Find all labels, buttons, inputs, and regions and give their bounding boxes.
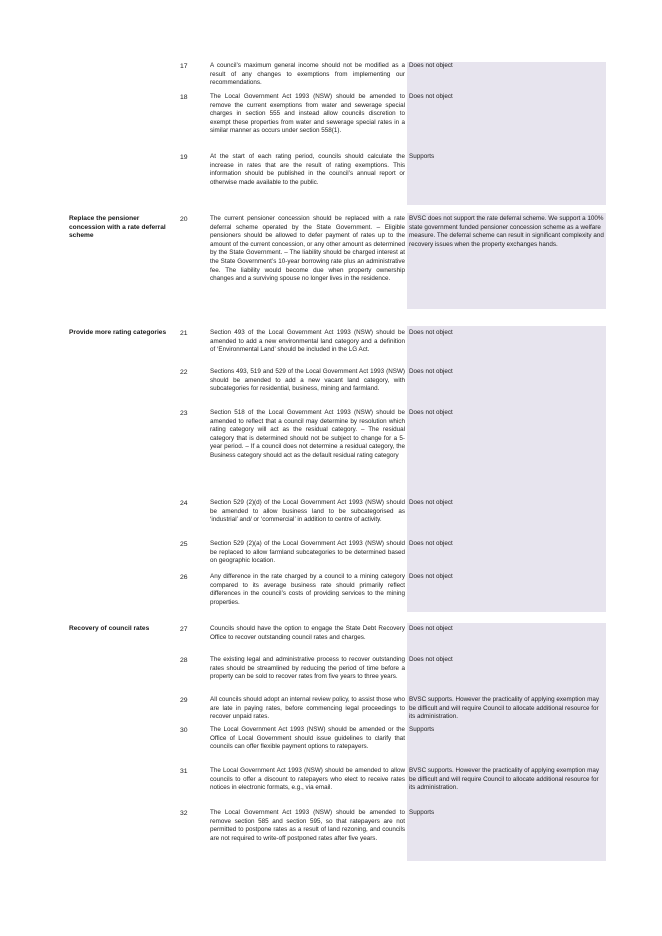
council-response: Does not object xyxy=(409,499,453,506)
recommendation-number: 23 xyxy=(180,410,188,417)
council-response: BVSC does not support the rate deferral scheme. We support a 100% state government funded pensioner concession scheme as a welfare measure. The deferral scheme can result in significant complexity and recovery issues when the property exchanges hands. xyxy=(409,215,604,248)
council-response: Supports xyxy=(409,809,435,816)
recommendation-number: 20 xyxy=(180,216,188,223)
recommendation-text: The existing legal and administrative process to recover outstanding rates should be streamlined by reducing the period of time before a property can be sold to recover rates from five years to three years. xyxy=(210,656,405,681)
recommendation-text: Section 529 (2)(d) of the Local Government Act 1993 (NSW) should be amended to allow business land to be subcategorised as ‘industrial’ and/ or ‘commercial’ in addition to centre of activity. xyxy=(210,499,405,524)
council-response: Does not object xyxy=(409,625,453,632)
section-topic: Replace the pensioner concession with a rate deferral scheme xyxy=(69,215,166,240)
council-response: Does not object xyxy=(409,368,453,375)
council-response: Does not object xyxy=(409,62,453,69)
council-response: Does not object xyxy=(409,540,453,547)
council-response: Does not object xyxy=(409,329,453,336)
section-topic: Provide more rating categories xyxy=(69,329,167,336)
recommendation-text: At the start of each rating period, councils should calculate the increase in rates that are the result of rating exemptions. This information should be published in the council’s annual report or otherwise made available to the public. xyxy=(210,153,405,186)
council-response: Does not object xyxy=(409,409,453,416)
council-response: BVSC supports. However the practicality of applying exemption may be difficult and will require Council to allocate additional resource for its administration. xyxy=(409,767,600,792)
recommendation-number: 31 xyxy=(180,768,188,775)
recommendation-text: Section 529 (2)(a) of the Local Government Act 1993 (NSW) should be replaced to allow farmland subcategories to be determined based on geographic location. xyxy=(210,540,405,565)
recommendation-text: Any difference in the rate charged by a council to a mining category compared to its average business rate should primarily reflect differences in the council’s costs of providing services to the mining properties. xyxy=(210,573,405,606)
council-response: BVSC supports. However the practicality of applying exemption may be difficult and will require Council to allocate additional resource for its administration. xyxy=(409,696,600,721)
council-response: Supports xyxy=(409,153,435,160)
section-topic: Recovery of council rates xyxy=(69,625,150,632)
recommendation-text: The Local Government Act 1993 (NSW) should be amended or the Office of Local Government should issue guidelines to clarify that councils can offer flexible payment options to ratepayers. xyxy=(210,726,405,751)
response-column-shading xyxy=(407,62,606,205)
council-response: Does not object xyxy=(409,93,453,100)
recommendation-number: 28 xyxy=(180,657,188,664)
recommendation-number: 32 xyxy=(180,810,188,817)
recommendation-number: 21 xyxy=(180,330,188,337)
recommendation-number: 30 xyxy=(180,727,188,734)
recommendation-text: The Local Government Act 1993 (NSW) should be amended to remove the current exemptions from water and sewerage special charges in section 555 and instead allow councils discretion to exempt these properties from water and sewerage special rates in a similar manner as occurs under section 558(1). xyxy=(210,93,405,135)
recommendation-number: 25 xyxy=(180,541,188,548)
recommendation-text: The Local Government Act 1993 (NSW) should be amended to remove section 585 and section 595, so that ratepayers are not permitted to postpone rates as a result of land rezoning, and councils are not required to write-off postponed rates after five years. xyxy=(210,809,405,842)
recommendation-number: 18 xyxy=(180,94,188,101)
recommendation-text: Sections 493, 519 and 529 of the Local Government Act 1993 (NSW) should be amended to add a new vacant land category, with subcategories for residential, business, mining and farmland. xyxy=(210,368,405,393)
recommendation-text: A council’s maximum general income should not be modified as a result of any changes to exemptions from implementing our recommendations. xyxy=(210,62,405,87)
recommendation-number: 26 xyxy=(180,574,188,581)
recommendation-text: Section 493 of the Local Government Act 1993 (NSW) should be amended to add a new environmental land category and a definition of ‘Environmental Land’ should be included in the LG Act. xyxy=(210,329,405,354)
council-response: Does not object xyxy=(409,656,453,663)
recommendation-text: Councils should have the option to engage the State Debt Recovery Office to recover outstanding council rates and charges. xyxy=(210,625,405,641)
council-response: Does not object xyxy=(409,573,453,580)
recommendation-number: 24 xyxy=(180,500,188,507)
council-response: Supports xyxy=(409,726,435,733)
recommendation-number: 22 xyxy=(180,369,188,376)
recommendation-number: 19 xyxy=(180,154,188,161)
recommendation-number: 27 xyxy=(180,626,188,633)
recommendation-text: All councils should adopt an internal review policy, to assist those who are late in paying rates, before commencing legal proceedings to recover unpaid rates. xyxy=(210,696,405,721)
recommendation-text: The Local Government Act 1993 (NSW) should be amended to allow councils to offer a discount to ratepayers who elect to receive rates notices in electronic formats, e.g., via email. xyxy=(210,767,405,792)
recommendation-number: 29 xyxy=(180,697,188,704)
recommendation-number: 17 xyxy=(180,63,188,70)
recommendation-text: Section 518 of the Local Government Act 1993 (NSW) should be amended to reflect that a council may determine by resolution which rating category will act as the residual category. – The residual category that is determined should not be subject to change for a 5-year period. – If a council does not determine a residual category, the Business category should act as the default residual rating category xyxy=(210,409,405,459)
recommendation-text: The current pensioner concession should be replaced with a rate deferral scheme operated by the State Government. – Eligible pensioners should be allowed to defer payment of rates up to the amount of the current concession, or any other amount as determined by the State Government. – The liability should be charged interest at the State Government’s 10-year borrowing rate plus an administrative fee. The liability would become due when property ownership changes and a surviving spouse no longer lives in the residence. xyxy=(210,215,405,283)
